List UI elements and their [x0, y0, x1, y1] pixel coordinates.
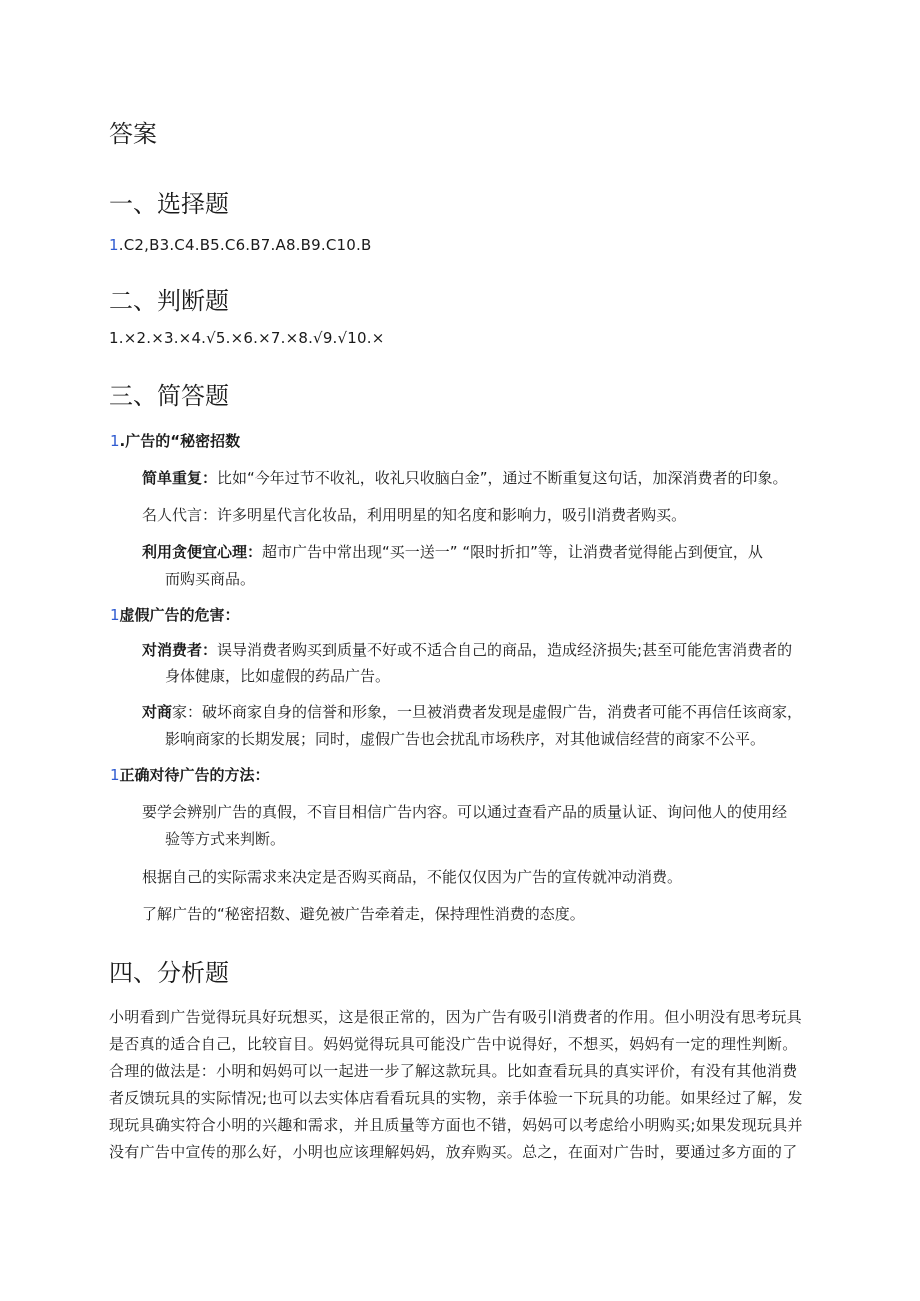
- analysis-line-6: 没有广告中宣传的那么好，小明也应该理解妈妈，放弃购买。总之，在面对广告时，要通过多方面的了: [109, 1143, 798, 1161]
- short-q2-item-2-cont: 影响商家的长期发展；同时，虚假广告也会扰乱市场秩序，对其他诚信经营的商家不公平。: [165, 730, 766, 748]
- section-judge-heading: 二、判断题: [109, 287, 229, 315]
- short-q1-number: 1: [110, 432, 120, 450]
- short-q3-number: 1: [110, 766, 120, 784]
- short-q2-number: 1: [110, 606, 120, 624]
- section-short-heading: 三、简答题: [109, 382, 229, 410]
- analysis-line-5: 现玩具确实符合小明的兴趣和需求，并且质量等方面也不错，妈妈可以考虑给小明购买;如果发现玩具并: [109, 1116, 803, 1134]
- short-q1-label: .广告的“秘密招数: [119, 432, 241, 450]
- short-q1-item-1: [142, 468, 788, 488]
- section-choice-heading: 一、选择题: [109, 190, 229, 218]
- short-q1-item-3-cont: 而购买商品。: [165, 570, 256, 588]
- short-q1-item-2-text: 名人代言：许多明星代言化妆品，利用明星的知名度和影响力，吸引l消费者购买。: [142, 506, 687, 524]
- short-q2-item-1-bold: 对消费者：: [142, 641, 218, 659]
- short-q2-item-2: [142, 702, 802, 722]
- short-q3-label: 正确对待广告的方法：: [119, 766, 270, 784]
- short-q2-item-2-bold: 对商: [142, 703, 173, 721]
- short-q2-label: 虚假广告的危害：: [119, 606, 240, 624]
- short-q2-item-2-text: 家：破坏商家自身的信誉和形象，一旦被消费者发现是虚假广告，消费者可能不再信任该商家，: [172, 703, 803, 721]
- short-q1-item-1-bold: 简单重复：: [142, 469, 218, 487]
- short-q1-item-3: [142, 542, 763, 562]
- choice-answers: [109, 235, 371, 255]
- short-q1-item-3-bold: 利用贪便宜心理：: [142, 543, 263, 561]
- judge-answers: 1.×2.×3.×4.√5.×6.×7.×8.√9.√10.×: [109, 329, 385, 347]
- analysis-line-1: 小明看到广告觉得玩具好玩想买，这是很正常的，因为广告有吸引l消费者的作用。但小明没有思考玩具: [109, 1008, 802, 1026]
- short-q1-title: [110, 431, 240, 451]
- short-q1-item-1-text: 比如“今年过节不收礼，收礼只收脑白金”，通过不断重复这句话，加深消费者的印象。: [217, 469, 788, 487]
- short-q1-item-3-text: 超市广告中常出现“买一送一” “限时折扣”等，让消费者觉得能占到便宜，从: [262, 543, 763, 561]
- short-q3-item-1: 要学会辨别广告的真假，不盲目相信广告内容。可以通过查看产品的质量认证、询问他人的使用经: [142, 803, 788, 821]
- short-q3-item-3: 了解广告的“秘密招数、避免被广告牵着走，保持理性消费的态度。: [142, 905, 585, 923]
- choice-number: 1: [109, 236, 119, 254]
- short-q2-item-1: [142, 640, 792, 660]
- short-q3-item-2: 根据自己的实际需求来决定是否购买商品，不能仅仅因为广告的宣传就冲动消费。: [142, 868, 683, 886]
- short-q2-title: [110, 605, 240, 625]
- short-q2-item-1-text: 误导消费者购买到质量不好或不适合自己的商品，造成经济损失;甚至可能危害消费者的: [217, 641, 793, 659]
- choice-answers-text: .C2,B3.C4.B5.C6.B7.A8.B9.C10.B: [118, 236, 372, 254]
- short-q2-item-1-cont: 身体健康，比如虚假的药品广告。: [165, 667, 391, 685]
- section-analysis-heading: 四、分析题: [109, 959, 229, 987]
- analysis-line-2: 是否真的适合自己，比较盲目。妈妈觉得玩具可能没广告中说得好，不想买，妈妈有一定的理性判断。: [109, 1035, 798, 1053]
- short-q3-item-1-cont: 验等方式来判断。: [165, 830, 286, 848]
- short-q3-title: [110, 765, 270, 785]
- analysis-line-4: 者反馈玩具的实际情况;也可以去实体店看看玩具的实物，亲手体验一下玩具的功能。如果经过了解，发: [109, 1089, 803, 1107]
- page-title: 答案: [109, 120, 157, 148]
- analysis-line-3: 合理的做法是：小明和妈妈可以一起进一步了解这款玩具。比如查看玩具的真实评价，有没有其他消费: [109, 1062, 798, 1080]
- short-q1-item-2: [142, 505, 686, 525]
